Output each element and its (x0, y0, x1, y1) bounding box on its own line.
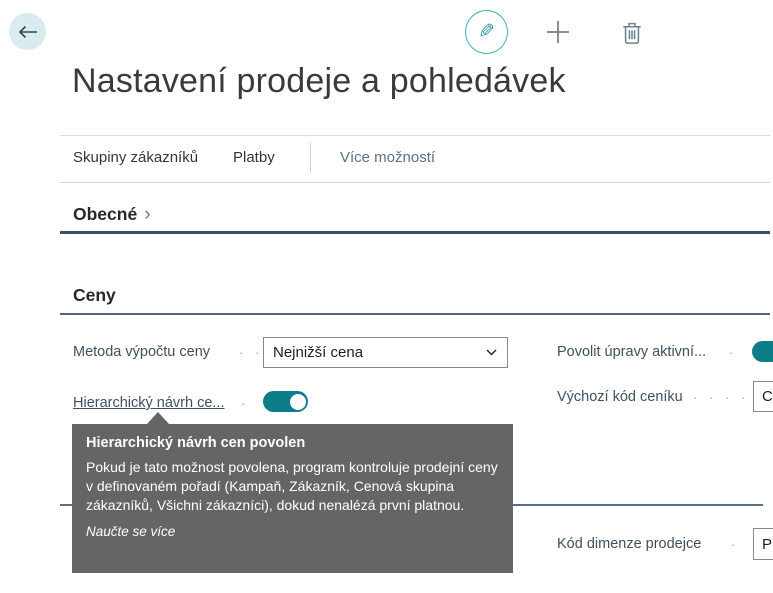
toggle-knob (290, 394, 306, 410)
allow-editing-active-label: Povolit úpravy aktivní... (557, 344, 707, 360)
chevron-right-icon: › (144, 204, 151, 225)
menubar-separator (310, 143, 311, 172)
section-general-label: Obecné (73, 204, 138, 224)
price-calc-method-select[interactable] (263, 337, 508, 368)
salesperson-dimension-code-input[interactable] (753, 528, 773, 560)
hierarchical-price-suggestion-label[interactable]: Hierarchický návrh ce... (73, 395, 225, 411)
price-calc-method-label: Metoda výpočtu ceny (73, 344, 211, 360)
edit-button[interactable] (465, 10, 508, 54)
section-prices-label: Ceny (73, 285, 116, 305)
tooltip-body: Pokud je tato možnost povolena, program kontroluje prodejní ceny v definovaném pořadí (Kampaň, Zákazník, Cenová skupina zákazníků, Všichni zákazníci), dokud nenalézá první platnou. (86, 459, 498, 513)
tooltip-learn-more-link[interactable]: Naučte se více (86, 524, 176, 539)
tooltip-title: Hierarchický návrh cen povolen (86, 435, 306, 451)
default-price-list-code-leader: · · · · (693, 390, 750, 405)
dropdown-chevron-icon (486, 349, 507, 356)
back-button[interactable] (9, 13, 46, 50)
salesperson-dimension-code-leader: · (731, 537, 740, 552)
tooltip-arrow (147, 412, 169, 424)
menu-item-more-options[interactable]: Více možností (340, 149, 436, 166)
allow-editing-active-toggle[interactable] (752, 341, 773, 362)
default-price-list-code-value: C (762, 388, 773, 405)
price-calc-method-value: Nejnižší cena (273, 344, 364, 361)
page-title: Nastavení prodeje a pohledávek (72, 62, 566, 100)
field-tooltip (72, 424, 513, 573)
trash-icon (618, 18, 646, 46)
section-header-general[interactable] (73, 204, 151, 226)
default-price-list-code-label: Výchozí kód ceníku (557, 389, 683, 405)
new-button[interactable] (544, 18, 572, 46)
hierarchical-price-suggestion-toggle[interactable] (263, 391, 308, 412)
price-calc-method-leader: · · (239, 345, 264, 360)
delete-button[interactable] (618, 18, 646, 46)
hierarchical-price-suggestion-leader: · (241, 396, 250, 411)
pencil-icon: ✎ (478, 19, 495, 43)
salesperson-dimension-code-label: Kód dimenze prodejce (557, 536, 702, 552)
menu-item-customer-groups[interactable]: Skupiny zákazníků (73, 149, 199, 166)
default-price-list-code-input[interactable] (753, 381, 773, 412)
allow-editing-active-leader: · (729, 345, 738, 360)
section-header-prices[interactable] (73, 285, 116, 306)
menubar-bottom-divider (60, 182, 770, 183)
menu-item-payments[interactable]: Platby (233, 149, 275, 166)
plus-icon (544, 18, 572, 46)
section-rule-general (60, 231, 770, 234)
section-rule-prices (60, 313, 770, 315)
menubar-top-divider (60, 135, 770, 136)
salesperson-dimension-code-value: P (762, 535, 773, 553)
back-arrow-icon (17, 24, 39, 40)
